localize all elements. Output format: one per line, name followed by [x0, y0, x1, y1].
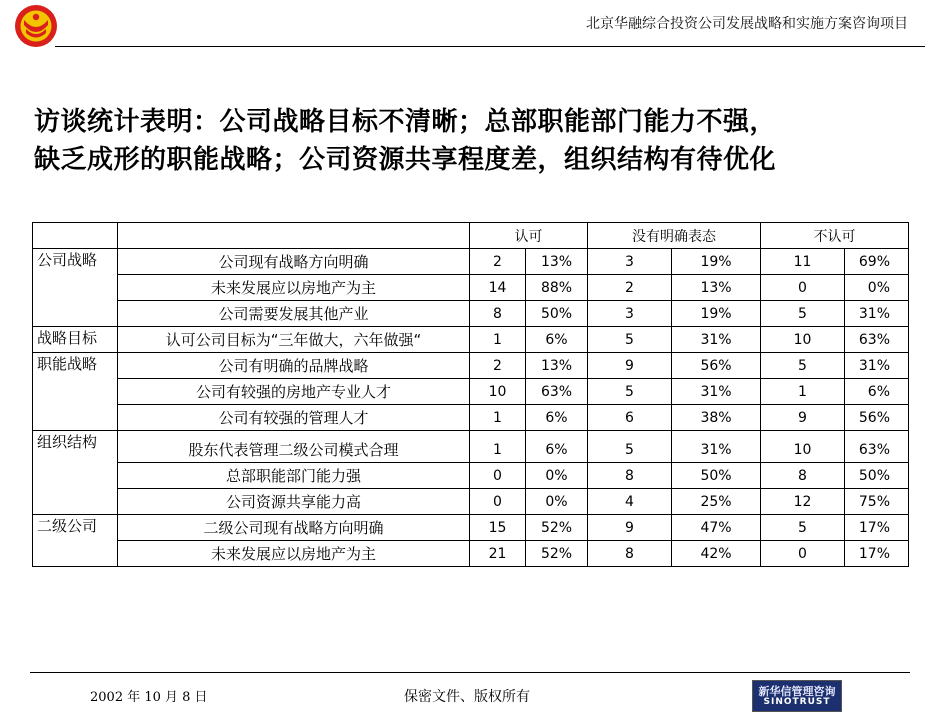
disapprove-count: 9	[761, 405, 845, 431]
table-row	[33, 405, 909, 431]
no-opinion-percent: 31%	[672, 431, 761, 463]
disapprove-percent: 17%	[845, 541, 909, 567]
header-disapprove: 不认可	[761, 223, 909, 249]
header-no-opinion: 没有明确表态	[588, 223, 761, 249]
approve-count: 15	[470, 515, 526, 541]
no-opinion-count: 8	[588, 541, 672, 567]
approve-percent: 13%	[526, 353, 588, 379]
no-opinion-count: 2	[588, 275, 672, 301]
category-spacer	[33, 489, 118, 515]
approve-count: 10	[470, 379, 526, 405]
no-opinion-count: 4	[588, 489, 672, 515]
question-cell: 公司需要发展其他产业	[118, 301, 470, 327]
approve-count: 8	[470, 301, 526, 327]
header-blank-category	[33, 223, 118, 249]
disapprove-percent: 75%	[845, 489, 909, 515]
table-row	[33, 353, 909, 379]
category-spacer	[33, 405, 118, 431]
page-title-line-2: 缺乏成形的职能战略；公司资源共享程度差，组织结构有待优化	[34, 145, 777, 175]
approve-count: 0	[470, 489, 526, 515]
approve-percent: 0%	[526, 489, 588, 515]
no-opinion-count: 6	[588, 405, 672, 431]
no-opinion-count: 3	[588, 301, 672, 327]
table-row	[33, 515, 909, 541]
no-opinion-percent: 19%	[672, 249, 761, 275]
no-opinion-count: 9	[588, 353, 672, 379]
category-spacer	[33, 275, 118, 301]
disapprove-percent: 56%	[845, 405, 909, 431]
header-title: 北京华融综合投资公司发展战略和实施方案咨询项目	[586, 16, 908, 32]
table-row	[33, 249, 909, 275]
approve-count: 1	[470, 405, 526, 431]
no-opinion-percent: 42%	[672, 541, 761, 567]
table-row	[33, 275, 909, 301]
sinotrust-logo-cn: 新华信管理咨询	[758, 685, 836, 698]
disapprove-percent: 31%	[845, 301, 909, 327]
category-functional: 职能战略	[33, 353, 118, 379]
approve-percent: 13%	[526, 249, 588, 275]
disapprove-count: 1	[761, 379, 845, 405]
survey-table	[32, 222, 909, 567]
approve-percent: 63%	[526, 379, 588, 405]
footer-divider	[30, 672, 910, 673]
disapprove-count: 0	[761, 541, 845, 567]
no-opinion-percent: 31%	[672, 379, 761, 405]
disapprove-count: 0	[761, 275, 845, 301]
no-opinion-percent: 50%	[672, 463, 761, 489]
footer-date: 2002 年 10 月 8 日	[90, 690, 208, 705]
approve-count: 2	[470, 249, 526, 275]
page-title-line-1: 访谈统计表明：公司战略目标不清晰；总部职能部门能力不强，	[34, 107, 777, 137]
approve-percent: 52%	[526, 541, 588, 567]
question-cell: 公司有较强的房地产专业人才	[118, 379, 470, 405]
question-cell: 公司现有战略方向明确	[118, 249, 470, 275]
table-row	[33, 379, 909, 405]
disapprove-count: 10	[761, 327, 845, 353]
disapprove-percent: 63%	[845, 431, 909, 463]
approve-count: 14	[470, 275, 526, 301]
question-cell: 公司有较强的管理人才	[118, 405, 470, 431]
question-cell: 总部职能部门能力强	[118, 463, 470, 489]
sinotrust-logo	[752, 680, 842, 712]
disapprove-count: 5	[761, 353, 845, 379]
table-row	[33, 463, 909, 489]
disapprove-percent: 63%	[845, 327, 909, 353]
disapprove-count: 11	[761, 249, 845, 275]
disapprove-percent: 6%	[845, 379, 909, 405]
disapprove-percent: 69%	[845, 249, 909, 275]
approve-count: 2	[470, 353, 526, 379]
no-opinion-count: 9	[588, 515, 672, 541]
approve-percent: 0%	[526, 463, 588, 489]
table-row	[33, 541, 909, 567]
header-blank-question	[118, 223, 470, 249]
category-spacer	[33, 301, 118, 327]
category-spacer	[33, 463, 118, 489]
disapprove-percent: 17%	[845, 515, 909, 541]
disapprove-percent: 50%	[845, 463, 909, 489]
table-header-row	[33, 223, 909, 249]
table-row	[33, 431, 909, 463]
question-cell: 公司资源共享能力高	[118, 489, 470, 515]
approve-percent: 6%	[526, 327, 588, 353]
question-cell: 未来发展应以房地产为主	[118, 275, 470, 301]
sinotrust-logo-en: SINOTRUST	[763, 697, 831, 707]
huarong-logo-icon	[14, 4, 58, 48]
category-organization: 组织结构	[33, 431, 118, 463]
question-cell: 股东代表管理二级公司模式合理	[118, 431, 470, 463]
header-divider	[55, 46, 925, 47]
approve-percent: 6%	[526, 405, 588, 431]
approve-percent: 52%	[526, 515, 588, 541]
question-cell: 二级公司现有战略方向明确	[118, 515, 470, 541]
category-subsidiary: 二级公司	[33, 515, 118, 541]
disapprove-count: 10	[761, 431, 845, 463]
disapprove-count: 8	[761, 463, 845, 489]
approve-count: 21	[470, 541, 526, 567]
no-opinion-percent: 47%	[672, 515, 761, 541]
no-opinion-count: 5	[588, 327, 672, 353]
approve-count: 1	[470, 327, 526, 353]
approve-percent: 50%	[526, 301, 588, 327]
no-opinion-count: 3	[588, 249, 672, 275]
table-row	[33, 489, 909, 515]
table-row	[33, 327, 909, 353]
approve-percent: 6%	[526, 431, 588, 463]
no-opinion-percent: 31%	[672, 327, 761, 353]
footer-confidential-notice: 保密文件、版权所有	[404, 689, 530, 705]
category-spacer	[33, 379, 118, 405]
page-title	[34, 103, 934, 179]
no-opinion-percent: 19%	[672, 301, 761, 327]
approve-count: 0	[470, 463, 526, 489]
disapprove-count: 5	[761, 301, 845, 327]
header-approve: 认可	[470, 223, 588, 249]
category-spacer	[33, 541, 118, 567]
question-cell: 公司有明确的品牌战略	[118, 353, 470, 379]
disapprove-count: 5	[761, 515, 845, 541]
no-opinion-percent: 25%	[672, 489, 761, 515]
disapprove-percent: 0%	[845, 275, 909, 301]
category-strategy: 公司战略	[33, 249, 118, 275]
no-opinion-count: 5	[588, 379, 672, 405]
approve-count: 1	[470, 431, 526, 463]
no-opinion-percent: 56%	[672, 353, 761, 379]
category-goal: 战略目标	[33, 327, 118, 353]
no-opinion-count: 5	[588, 431, 672, 463]
no-opinion-percent: 13%	[672, 275, 761, 301]
no-opinion-percent: 38%	[672, 405, 761, 431]
question-cell: 未来发展应以房地产为主	[118, 541, 470, 567]
no-opinion-count: 8	[588, 463, 672, 489]
disapprove-count: 12	[761, 489, 845, 515]
question-cell: 认可公司目标为“三年做大，六年做强“	[118, 327, 470, 353]
table-row	[33, 301, 909, 327]
disapprove-percent: 31%	[845, 353, 909, 379]
approve-percent: 88%	[526, 275, 588, 301]
